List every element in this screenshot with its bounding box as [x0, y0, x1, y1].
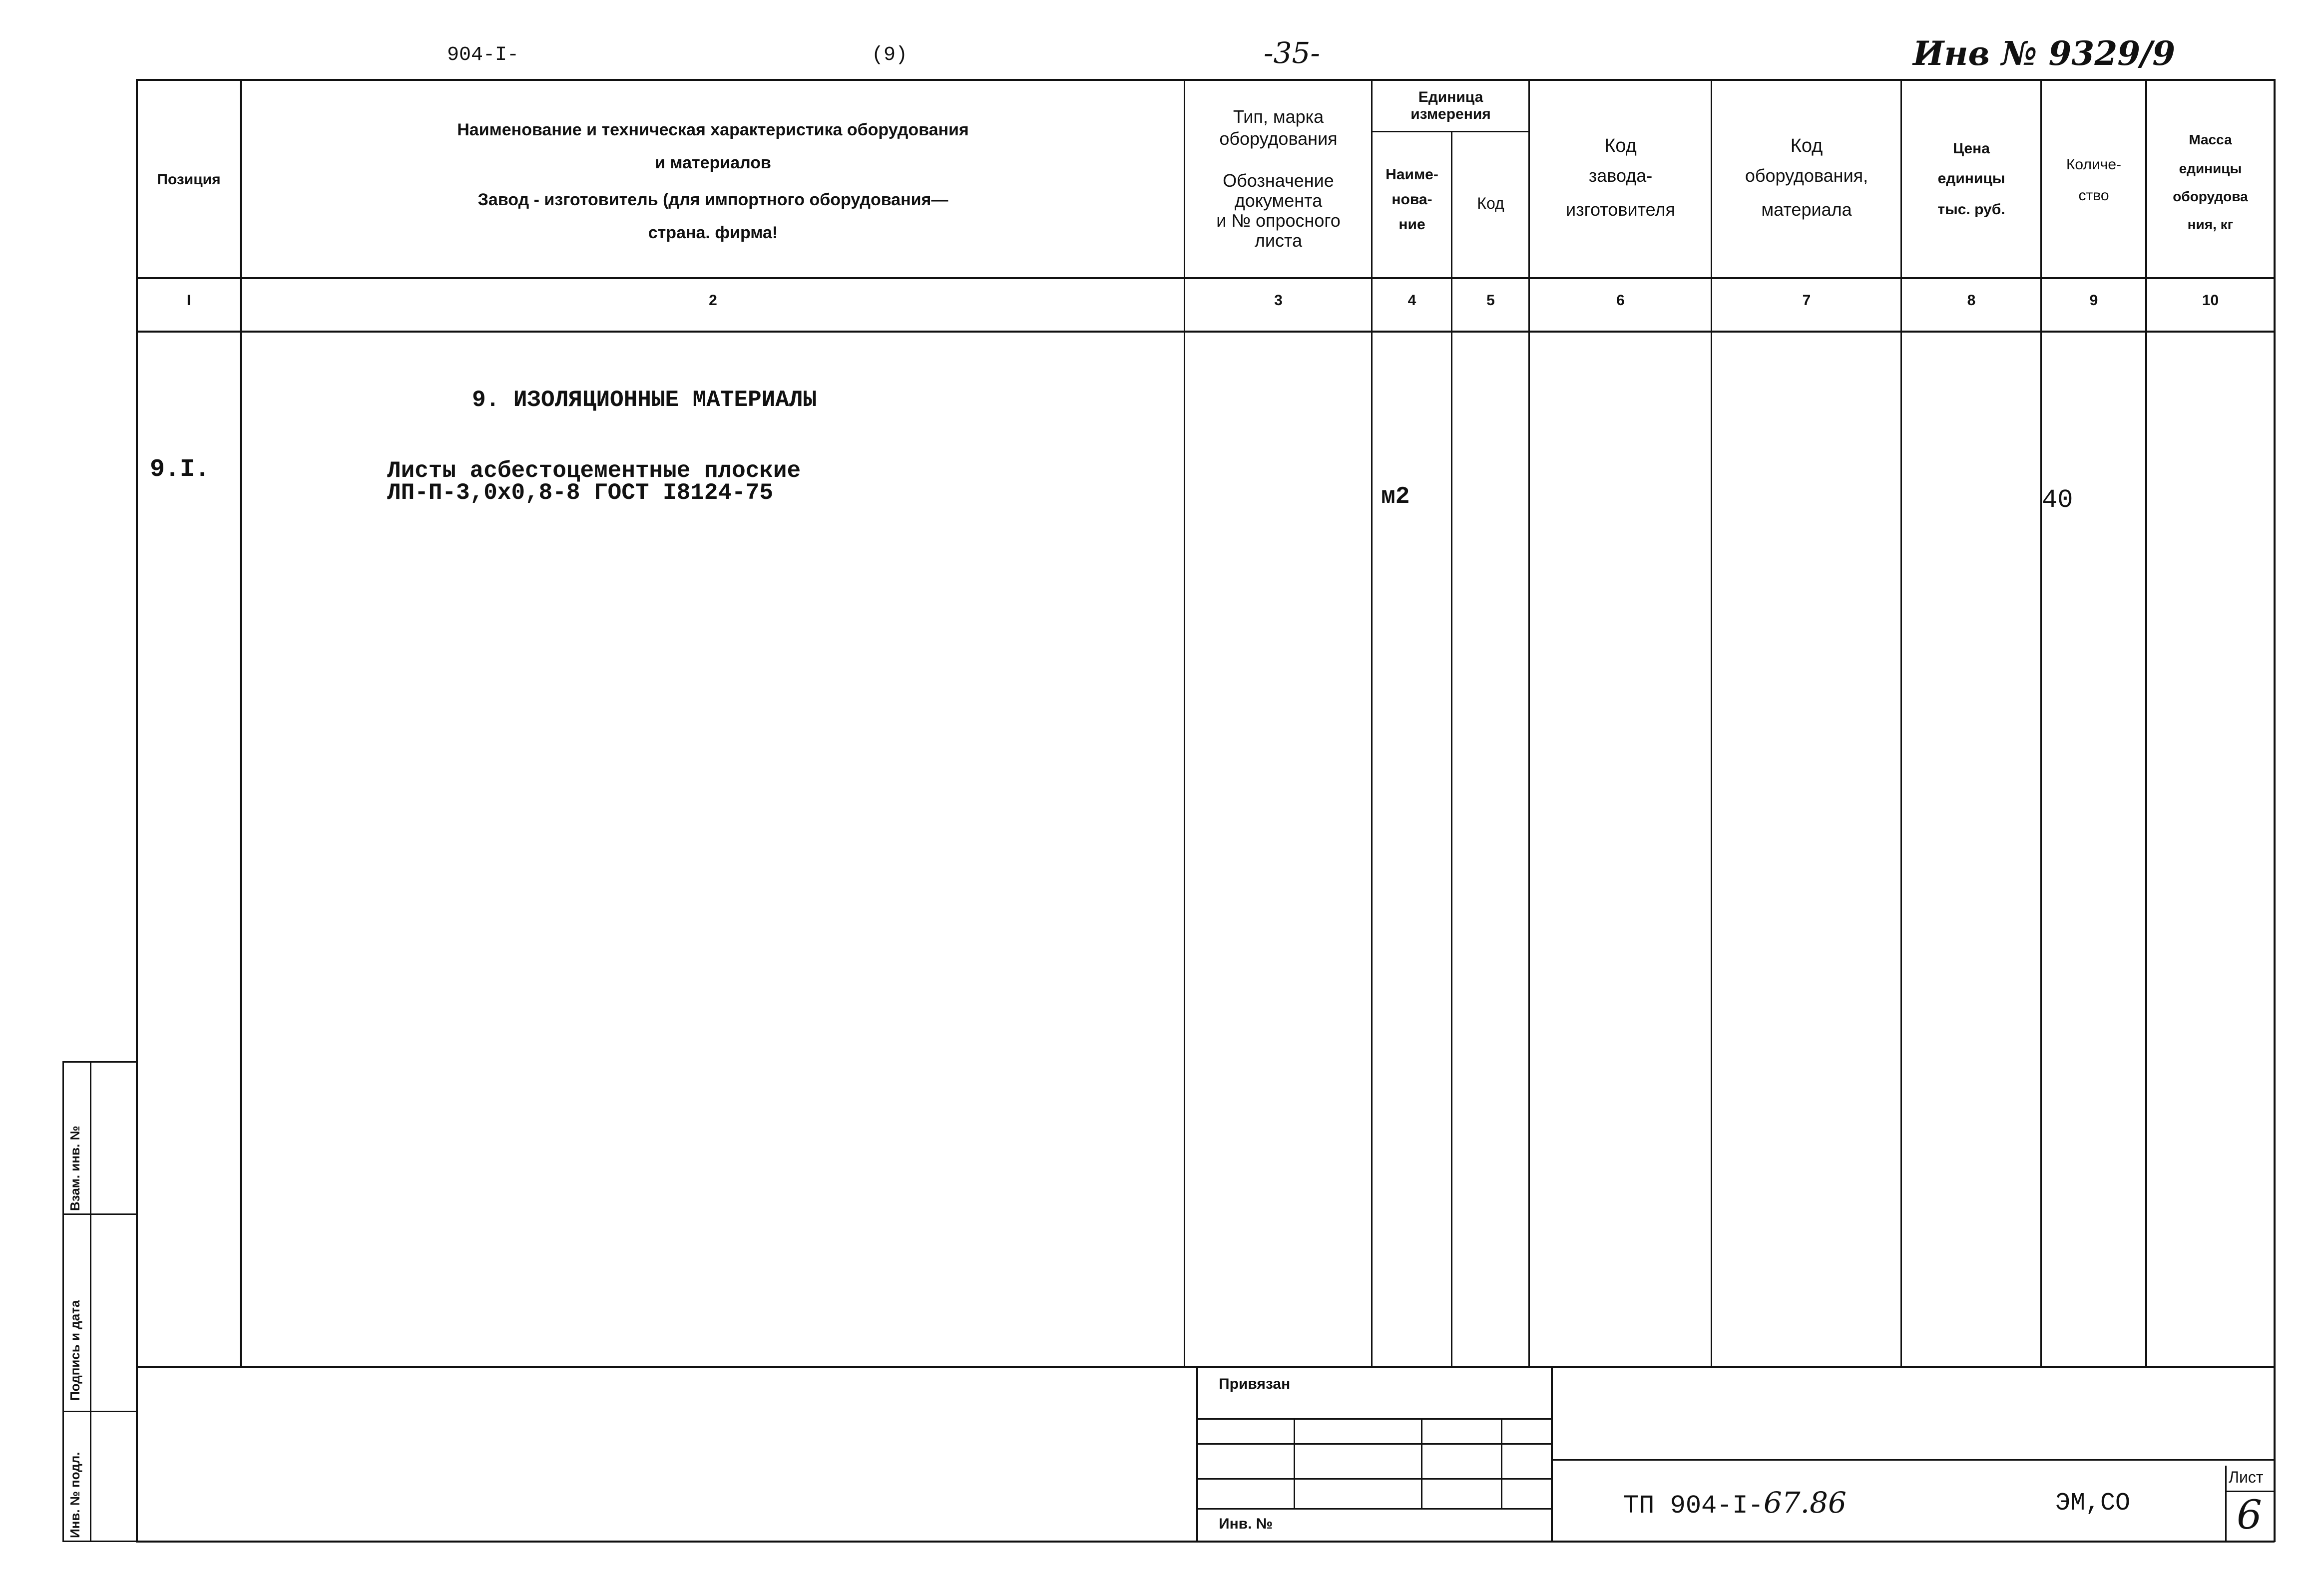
- section-title: 9. ИЗОЛЯЦИОННЫЕ МАТЕРИАЛЫ: [472, 387, 817, 413]
- margin-original-inv: Инв. № подл.: [67, 1452, 82, 1538]
- inventory-number: Инв № 9329/9: [1913, 34, 2176, 73]
- colnum-1: I: [186, 292, 191, 309]
- colnum-7: 7: [1802, 292, 1811, 309]
- inv-label: Инв. №: [1219, 1516, 1273, 1532]
- row-name-line2: ЛП-П-3,0х0,8-8 ГОСТ I8124-75: [387, 480, 773, 506]
- doc-designation-prefix: ТП 904-I-: [1623, 1491, 1764, 1521]
- colnum-8: 8: [1967, 292, 1976, 309]
- colnum-10: 10: [2202, 292, 2219, 309]
- doc-designation: [1623, 1486, 1847, 1521]
- doc-code: 904-I-: [447, 44, 519, 66]
- row-quantity: 40: [2042, 485, 2073, 515]
- margin-signature-date: Подпись и дата: [67, 1300, 82, 1401]
- row-unit: м2: [1381, 483, 1410, 510]
- doc-designation-suffix: 67.86: [1763, 1486, 1847, 1520]
- sheet-number: 6: [2237, 1492, 2262, 1538]
- sheet-label: Лист: [2229, 1468, 2264, 1486]
- margin-replacement-inv: Взам. инв. №: [67, 1126, 82, 1211]
- attached-label: Привязан: [1219, 1376, 1291, 1392]
- colnum-5: 5: [1486, 292, 1495, 309]
- colnum-3: 3: [1274, 292, 1283, 309]
- row-name-line1: Листы асбестоцементные плоские: [387, 458, 801, 484]
- section-number: (9): [872, 44, 908, 66]
- header-position: Позиция: [157, 171, 221, 188]
- header-unit-code: Код: [1477, 194, 1504, 212]
- colnum-2: 2: [709, 292, 717, 309]
- drawing-mark: ЭМ,СО: [2055, 1489, 2131, 1518]
- row-position: 9.I.: [150, 455, 210, 484]
- page-number: -35-: [1264, 36, 1320, 70]
- colnum-9: 9: [2089, 292, 2098, 309]
- colnum-4: 4: [1407, 292, 1416, 309]
- colnum-6: 6: [1616, 292, 1625, 309]
